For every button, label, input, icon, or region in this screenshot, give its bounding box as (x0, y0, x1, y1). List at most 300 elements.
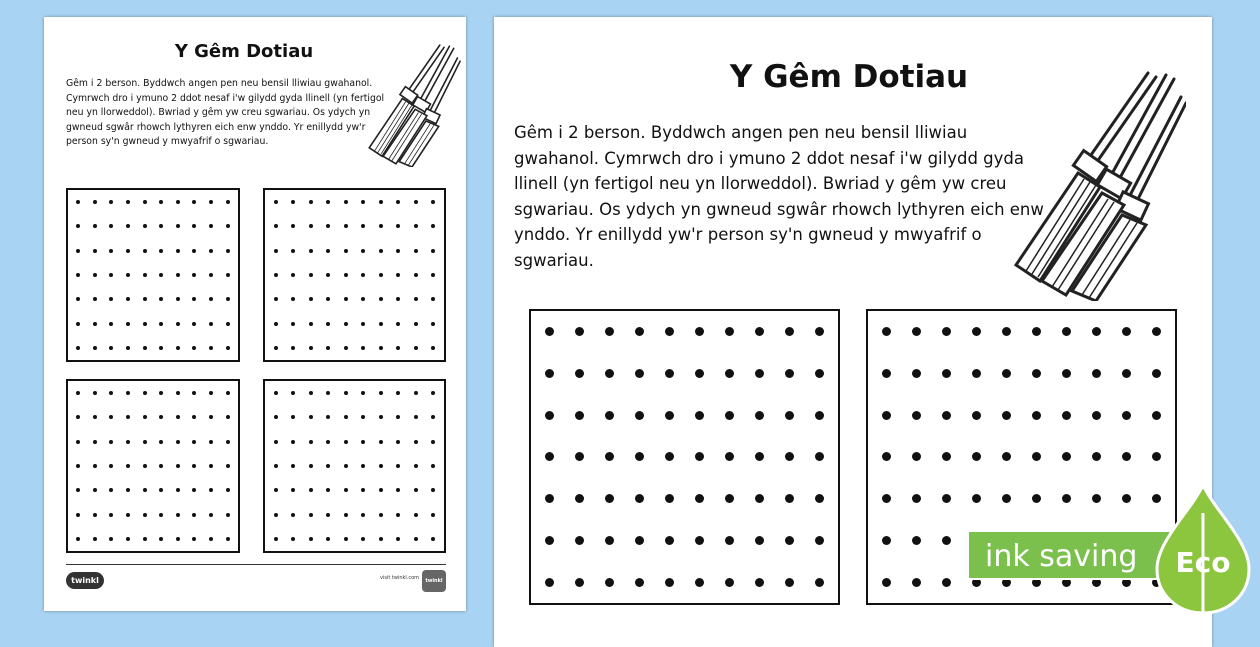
grid-dot (326, 297, 330, 301)
grid-dot (109, 297, 113, 301)
grid-dot (605, 411, 614, 420)
grid-dot (396, 537, 400, 541)
grid-dot (176, 440, 180, 444)
grid-dot (414, 391, 418, 395)
grid-dot (1032, 452, 1041, 461)
grid-dot (396, 297, 400, 301)
grid-dot (414, 513, 418, 517)
grid-dot (725, 536, 734, 545)
grid-dot (274, 322, 278, 326)
grid-dot (209, 346, 213, 350)
grid-dot (176, 488, 180, 492)
grid-dot (326, 513, 330, 517)
grid-dot (972, 452, 981, 461)
grid-dot (1002, 369, 1011, 378)
grid-dot (309, 297, 313, 301)
grid-dot (143, 346, 147, 350)
grid-dot (226, 464, 230, 468)
grid-dot (414, 249, 418, 253)
grid-dot (695, 411, 704, 420)
grid-dot (159, 297, 163, 301)
grid-dot (344, 513, 348, 517)
grid-dot (665, 411, 674, 420)
grid-dot (76, 297, 80, 301)
worksheet-title: Y Gêm Dotiau (729, 59, 969, 95)
grid-dot (635, 452, 644, 461)
grid-dot (1152, 411, 1161, 420)
grid-dot (192, 273, 196, 277)
grid-dot (93, 200, 97, 204)
grid-dot (274, 513, 278, 517)
grid-dot (431, 249, 435, 253)
grid-dot (575, 536, 584, 545)
grid-dot (379, 464, 383, 468)
grid-dot (192, 537, 196, 541)
grid-dot (1032, 411, 1041, 420)
grid-dot (326, 488, 330, 492)
grid-dot (159, 224, 163, 228)
grid-dot (93, 440, 97, 444)
dot-grid (529, 309, 840, 605)
grid-dot (912, 327, 921, 336)
eco-label: Eco (1175, 546, 1231, 579)
grid-dot (665, 536, 674, 545)
grid-dot (361, 415, 365, 419)
grid-dot (76, 224, 80, 228)
grid-dot (126, 488, 130, 492)
grid-dot (176, 346, 180, 350)
grid-dot (344, 488, 348, 492)
grid-dot (361, 249, 365, 253)
grid-dot (176, 415, 180, 419)
grid-dot (665, 369, 674, 378)
grid-dot (361, 224, 365, 228)
grid-dot (176, 537, 180, 541)
grid-dot (93, 249, 97, 253)
grid-dot (126, 346, 130, 350)
grid-dot (209, 224, 213, 228)
grid-dot (209, 513, 213, 517)
grid-dot (545, 536, 554, 545)
grid-dot (176, 273, 180, 277)
grid-dot (159, 249, 163, 253)
grid-dot (379, 200, 383, 204)
grid-dot (361, 537, 365, 541)
grid-dot (209, 297, 213, 301)
award-badge-icon: twinkl (422, 570, 446, 592)
grid-dot (344, 249, 348, 253)
grid-dot (605, 369, 614, 378)
grid-dot (1122, 411, 1131, 420)
grid-dot (815, 411, 824, 420)
grid-dot (93, 346, 97, 350)
grid-dot (109, 488, 113, 492)
grid-dot (344, 322, 348, 326)
grid-dot (396, 415, 400, 419)
grid-dot (274, 415, 278, 419)
grid-dot (545, 411, 554, 420)
grid-dot (326, 224, 330, 228)
grid-dot (431, 440, 435, 444)
grid-dot (209, 200, 213, 204)
grid-dot (414, 273, 418, 277)
grid-dot (414, 224, 418, 228)
grid-dot (326, 415, 330, 419)
grid-dot (93, 537, 97, 541)
grid-dot (192, 249, 196, 253)
grid-dot (431, 224, 435, 228)
grid-dot (126, 440, 130, 444)
grid-dot (274, 249, 278, 253)
grid-dot (344, 346, 348, 350)
grid-dot (414, 488, 418, 492)
grid-dot (176, 513, 180, 517)
grid-dot (192, 346, 196, 350)
grid-dot (126, 415, 130, 419)
grid-dot (126, 297, 130, 301)
grid-dot (274, 346, 278, 350)
grid-dot (309, 273, 313, 277)
grid-dot (431, 200, 435, 204)
grid-dot (143, 249, 147, 253)
grid-dot (226, 297, 230, 301)
grid-dot (755, 411, 764, 420)
grid-dot (1122, 452, 1131, 461)
grid-dot (192, 322, 196, 326)
grid-dot (396, 513, 400, 517)
grid-dot (635, 536, 644, 545)
grid-dot (93, 224, 97, 228)
grid-dot (326, 464, 330, 468)
grid-dot (695, 536, 704, 545)
grid-dot (755, 369, 764, 378)
grid-dot (159, 346, 163, 350)
grid-dot (344, 464, 348, 468)
grid-dot (396, 440, 400, 444)
grid-dot (109, 322, 113, 326)
grid-dot (109, 391, 113, 395)
grid-dot (176, 224, 180, 228)
grid-dot (414, 346, 418, 350)
grid-dot (159, 200, 163, 204)
dot-grid (263, 188, 446, 362)
grid-dot (126, 273, 130, 277)
grid-dot (379, 488, 383, 492)
grid-dot (309, 391, 313, 395)
grid-dot (882, 578, 891, 587)
grid-dot (274, 537, 278, 541)
grid-dot (431, 513, 435, 517)
grid-dot (274, 391, 278, 395)
grid-dot (414, 537, 418, 541)
grid-dot (575, 411, 584, 420)
footer-url: visit twinkl.com (380, 575, 420, 581)
grid-dot (361, 200, 365, 204)
grid-dot (344, 224, 348, 228)
grid-dot (126, 224, 130, 228)
worksheet-instructions: Gêm i 2 berson. Byddwch angen pen neu bensil lliwiau gwahanol. Cymrwch dro i ymuno 2 ddot nesaf i'w gilydd gyda llinell (yn fertigol neu yn llorweddol). Bwriad y gêm yw creu sgwariau. Os ydych yn gwneud sgwâr rhowch lythyren eich enw ynddo. Yr enillydd yw'r person sy'n gwneud y mwyafrif o sgwariau. (66, 78, 385, 148)
grid-dot (109, 513, 113, 517)
grid-dot (575, 494, 584, 503)
grid-dot (109, 273, 113, 277)
grid-dot (545, 494, 554, 503)
grid-dot (309, 513, 313, 517)
worksheet-instructions: Gêm i 2 berson. Byddwch angen pen neu bensil lliwiau gwahanol. Cymrwch dro i ymuno 2 ddot nesaf i'w gilydd gyda llinell (yn fertigol neu yn llorweddol). Bwriad y gêm yw creu sgwariau. Os ydych yn gwneud sgwâr rhowch lythyren eich enw ynddo. Yr enillydd yw'r person sy'n gwneud y mwyafrif o sgwariau. (514, 123, 1044, 270)
grid-dot (1002, 411, 1011, 420)
grid-dot (695, 327, 704, 336)
grid-dot (226, 224, 230, 228)
grid-dot (143, 322, 147, 326)
grid-dot (635, 411, 644, 420)
grid-dot (76, 415, 80, 419)
grid-dot (785, 327, 794, 336)
grid-dot (942, 452, 951, 461)
grid-dot (93, 322, 97, 326)
grid-dot (755, 452, 764, 461)
grid-dot (396, 224, 400, 228)
grid-dot (1062, 369, 1071, 378)
grid-dot (882, 536, 891, 545)
grid-dot (93, 391, 97, 395)
grid-dot (176, 249, 180, 253)
grid-dot (755, 536, 764, 545)
grid-dot (815, 494, 824, 503)
grid-dot (76, 200, 80, 204)
ink-saving-badge (967, 483, 1260, 603)
grid-dot (109, 464, 113, 468)
grid-dot (785, 536, 794, 545)
grid-dot (414, 297, 418, 301)
grid-dot (143, 415, 147, 419)
grid-dot (93, 297, 97, 301)
grid-dot (1002, 327, 1011, 336)
grid-dot (291, 273, 295, 277)
grid-dot (326, 391, 330, 395)
grid-dot (326, 200, 330, 204)
grid-dot (159, 391, 163, 395)
grid-dot (361, 297, 365, 301)
grid-dot (1002, 452, 1011, 461)
grid-dot (291, 297, 295, 301)
grid-dot (755, 494, 764, 503)
grid-dot (209, 249, 213, 253)
grid-dot (192, 440, 196, 444)
grid-dot (326, 273, 330, 277)
grid-dot (209, 322, 213, 326)
grid-dot (309, 440, 313, 444)
grid-dot (431, 273, 435, 277)
dot-grid (66, 188, 240, 362)
grid-dot (291, 537, 295, 541)
grid-dot (665, 494, 674, 503)
grid-dot (725, 452, 734, 461)
grid-dot (545, 452, 554, 461)
grid-dot (226, 513, 230, 517)
grid-dot (379, 440, 383, 444)
eco-leaf-drop-icon (1153, 483, 1253, 623)
grid-dot (291, 464, 295, 468)
grid-dot (414, 440, 418, 444)
grid-dot (176, 464, 180, 468)
grid-dot (176, 297, 180, 301)
grid-dot (226, 346, 230, 350)
grid-dot (1092, 369, 1101, 378)
grid-dot (274, 464, 278, 468)
grid-dot (912, 536, 921, 545)
grid-dot (176, 322, 180, 326)
grid-dot (785, 578, 794, 587)
grid-dot (396, 322, 400, 326)
grid-dot (309, 415, 313, 419)
grid-dot (309, 322, 313, 326)
grid-dot (192, 415, 196, 419)
grid-dot (414, 322, 418, 326)
grid-dot (815, 452, 824, 461)
grid-dot (159, 440, 163, 444)
grid-dot (226, 488, 230, 492)
grid-dot (76, 440, 80, 444)
grid-dot (76, 273, 80, 277)
grid-dot (209, 273, 213, 277)
grid-dot (93, 415, 97, 419)
grid-dot (575, 452, 584, 461)
grid-dot (274, 273, 278, 277)
grid-dot (159, 513, 163, 517)
grid-dot (972, 327, 981, 336)
grid-dot (414, 200, 418, 204)
grid-dot (575, 578, 584, 587)
grid-dot (1092, 411, 1101, 420)
grid-dot (882, 494, 891, 503)
grid-dot (93, 488, 97, 492)
grid-dot (635, 327, 644, 336)
grid-dot (159, 273, 163, 277)
grid-dot (309, 224, 313, 228)
grid-dot (226, 440, 230, 444)
grid-dot (785, 411, 794, 420)
grid-dot (1062, 411, 1071, 420)
grid-dot (379, 415, 383, 419)
grid-dot (344, 537, 348, 541)
grid-dot (143, 200, 147, 204)
grid-dot (93, 273, 97, 277)
grid-dot (1092, 452, 1101, 461)
grid-dot (414, 415, 418, 419)
grid-dot (605, 578, 614, 587)
grid-dot (291, 391, 295, 395)
grid-dot (76, 346, 80, 350)
grid-dot (1152, 327, 1161, 336)
grid-dot (126, 391, 130, 395)
grid-dot (396, 464, 400, 468)
grid-dot (226, 200, 230, 204)
grid-dot (942, 494, 951, 503)
grid-dot (882, 369, 891, 378)
grid-dot (344, 297, 348, 301)
grid-dot (396, 346, 400, 350)
grid-dot (695, 578, 704, 587)
grid-dot (725, 327, 734, 336)
grid-dot (226, 537, 230, 541)
grid-dot (361, 391, 365, 395)
grid-dot (274, 488, 278, 492)
grid-dot (972, 369, 981, 378)
grid-dot (785, 452, 794, 461)
grid-dot (695, 452, 704, 461)
grid-dot (575, 327, 584, 336)
grid-dot (755, 327, 764, 336)
grid-dot (143, 391, 147, 395)
grid-dot (76, 464, 80, 468)
grid-dot (396, 488, 400, 492)
grid-dot (972, 411, 981, 420)
grid-dot (431, 537, 435, 541)
grid-dot (431, 415, 435, 419)
grid-dot (326, 322, 330, 326)
grid-dot (361, 488, 365, 492)
grid-dot (209, 464, 213, 468)
grid-dot (695, 369, 704, 378)
grid-dot (291, 249, 295, 253)
grid-dot (126, 464, 130, 468)
paintbrushes-icon (362, 43, 462, 167)
grid-dot (76, 391, 80, 395)
grid-dot (109, 249, 113, 253)
grid-dot (1152, 452, 1161, 461)
grid-dot (344, 391, 348, 395)
grid-dot (309, 464, 313, 468)
grid-dot (176, 391, 180, 395)
grid-dot (209, 488, 213, 492)
grid-dot (361, 322, 365, 326)
grid-dot (143, 440, 147, 444)
grid-dot (291, 224, 295, 228)
grid-dot (605, 327, 614, 336)
grid-dot (725, 369, 734, 378)
grid-dot (76, 322, 80, 326)
grid-dot (635, 494, 644, 503)
grid-dot (379, 297, 383, 301)
grid-dot (344, 273, 348, 277)
grid-dot (379, 322, 383, 326)
grid-dot (76, 513, 80, 517)
grid-dot (126, 200, 130, 204)
grid-dot (76, 249, 80, 253)
grid-dot (159, 322, 163, 326)
grid-dot (326, 249, 330, 253)
grid-dot (192, 200, 196, 204)
grid-dot (396, 391, 400, 395)
grid-dot (605, 452, 614, 461)
grid-dot (755, 578, 764, 587)
grid-dot (1062, 327, 1071, 336)
grid-dot (361, 464, 365, 468)
grid-dot (942, 536, 951, 545)
grid-dot (192, 224, 196, 228)
grid-dot (1062, 452, 1071, 461)
grid-dot (291, 200, 295, 204)
grid-dot (159, 464, 163, 468)
grid-dot (126, 249, 130, 253)
grid-dot (431, 346, 435, 350)
grid-dot (159, 415, 163, 419)
ink-saving-label: ink saving (967, 530, 1177, 580)
grid-dot (226, 249, 230, 253)
grid-dot (379, 249, 383, 253)
grid-dot (76, 488, 80, 492)
grid-dot (379, 537, 383, 541)
grid-dot (192, 464, 196, 468)
